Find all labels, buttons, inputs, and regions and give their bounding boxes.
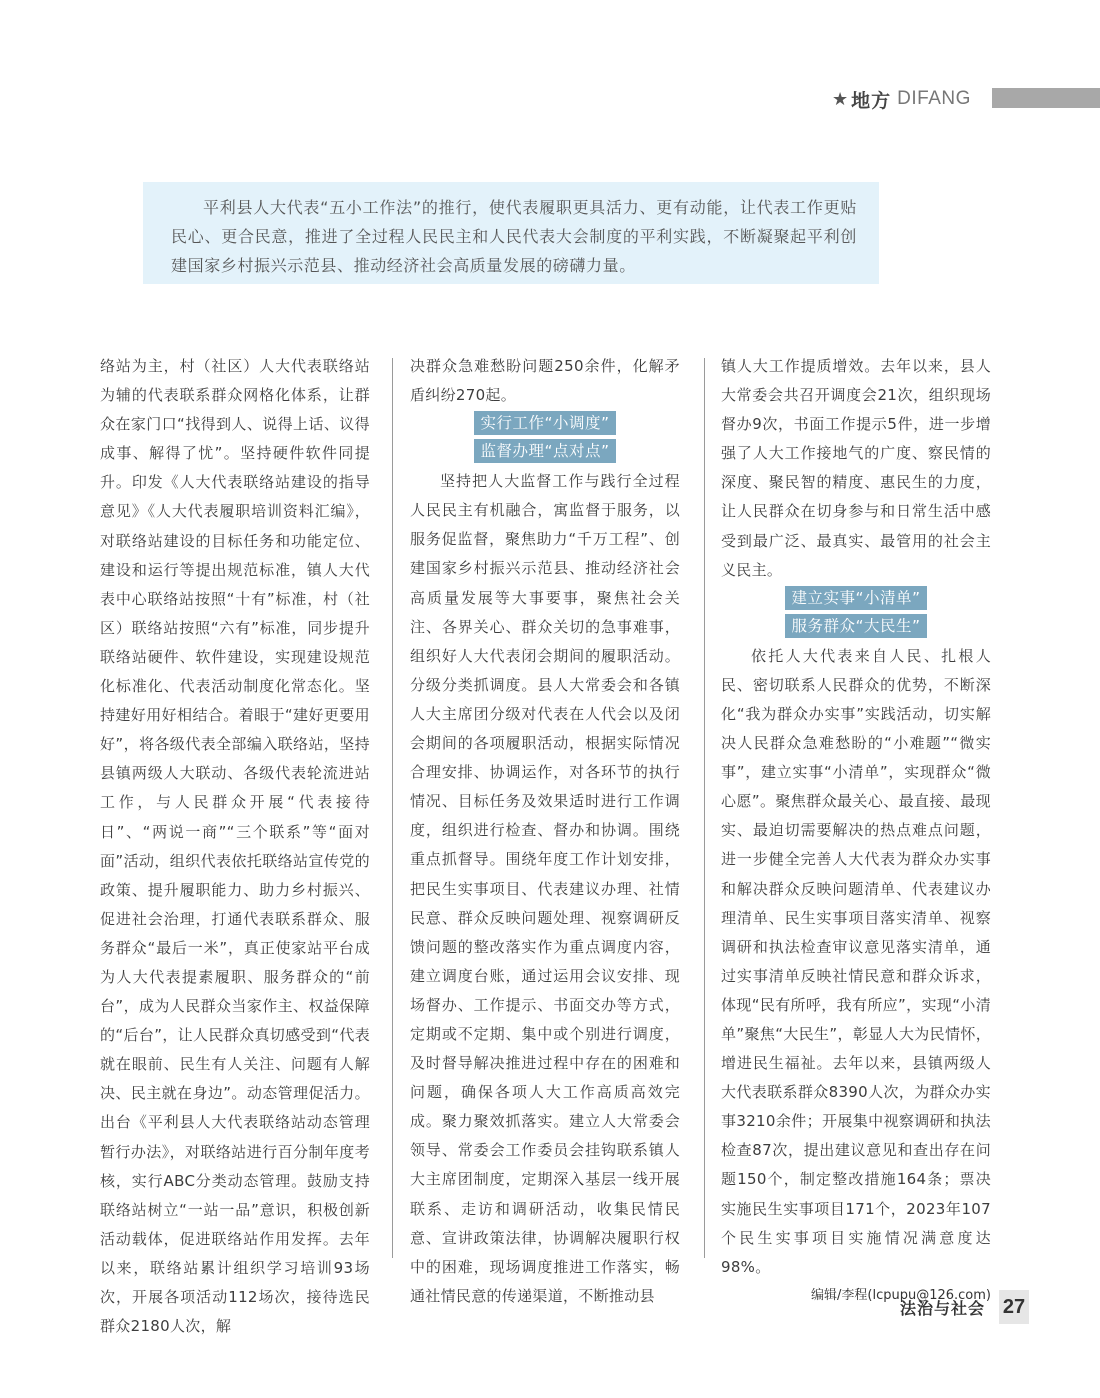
subheading — [721, 614, 991, 641]
paragraph: 依托人大代表来自人民、扎根人民、密切联系人民群众的优势，不断深化“我为群众办实事”实践活动，切实解决人民群众急难愁盼的“小难题”“微实事”，建立实事“小清单”，实现群众“微心愿”。聚焦群众最关心、最直接、最现实、最迫切需要解决的热点难点问题，进一步健全完善人大代表为群众办实事和解决群众反映问题清单、代表建议办理清单、民生实事项目落实清单、视察调研和执法检查审议意见落实清单，通过实事清单反映社情民意和群众诉求，体现“民有所呼，我有所应”，实现“小清单”聚焦“大民生”，彰显人大为民情怀，增进民生福祉。去年以来，县镇两级人大代表联系群众8390人次，为群众办实事3210余件；开展集中视察调研和执法检查87次，提出建议意见和查出存在问题150个，制定整改措施164条；票决实施民生实事项目171个，2023年107个民生实事项目实施情况满意度达98%。 — [721, 646, 991, 1276]
subheading — [410, 439, 680, 466]
column-2 — [410, 352, 680, 1305]
abstract-box — [143, 182, 879, 284]
paragraph: 镇人大工作提质增效。去年以来，县人大常委会共召开调度会21次，组织现场督办9次，书面工作提示5件，进一步增强了人大工作接地气的广度、察民情的深度、聚民智的精度、惠民生的力度，让人民群众在切身参与和日常生活中感受到最广泛、最真实、最管用的社会主义民主。 — [721, 357, 991, 579]
header-bar — [992, 88, 1100, 108]
subheading-line-1: 实行工作“小调度” — [474, 411, 615, 435]
page-number: 27 — [999, 1290, 1029, 1324]
magazine-name: 法治与社会 — [900, 1298, 986, 1318]
paragraph: 坚持把人大监督工作与践行全过程人民民主有机融合，寓监督于服务，以服务促监督，聚焦助力“千万工程”、创建国家乡村振兴示范县、推动经济社会高质量发展等大事要事，聚焦社会关注、各界关心、群众关切的急事难事，组织好人大代表闭会期间的履职活动。分级分类抓调度。县人大常委会和各镇人大主席团分级对代表在人代会以及闭会期间的各项履职活动，根据实际情况合理安排、协调运作，对各环节的执行情况、目标任务及效果适时进行工作调度，组织进行检查、督办和协调。围绕重点抓督导。围绕年度工作计划安排，把民生实事项目、代表建议办理、社情民意、群众反映问题处理、视察调研反馈问题的整改落实作为重点调度内容，建立调度台账，通过运用会议安排、现场督办、工作提示、书面交办等方式，定期或不定期、集中或个别进行调度，及时督导解决推进过程中存在的困难和问题，确保各项人大工作高质高效完成。聚力聚效抓落实。建立人大常委会领导、常委会工作委员会挂钩联系镇人大主席团制度，定期深入基层一线开展联系、走访和调研活动，收集民情民意、宣讲政策法律，协调解决履职行权中的困难，现场调度推进工作落实，畅通社情民意的传递渠道，不断推动县 — [410, 472, 680, 1305]
section-title-pinyin: DIFANG — [897, 88, 971, 109]
column-1 — [100, 352, 370, 1336]
star-icon: ★ — [832, 88, 849, 110]
subheading-line-1: 建立实事“小清单” — [785, 586, 926, 610]
subheading — [410, 411, 680, 438]
subheading-line-2: 服务群众“大民生” — [785, 614, 926, 638]
column-3 — [721, 352, 991, 1303]
section-header — [832, 86, 971, 112]
page-footer — [900, 1290, 1029, 1324]
section-title: 地方 — [851, 89, 892, 112]
paragraph: 络站为主，村（社区）人大代表联络站为辅的代表联系群众网格化体系，让群众在家门口“找得到人、说得上话、议得成事、解得了忧”。坚持硬件软件同提升。印发《人大代表联络站建设的指导意见》《人大代表履职培训资料汇编》，对联络站建设的目标任务和功能定位、建设和运行等提出规范标准，镇人大代表中心联络站按照“十有”标准，村（社区）联络站按照“六有”标准，同步提升联络站硬件、软件建设，实现建设规范化标准化、代表活动制度化常态化。坚持建好用好相结合。着眼于“建好更要用好”，将各级代表全部编入联络站，坚持县镇两级人大联动、各级代表轮流进站工作，与人民群众开展“代表接待日”、“两说一商”“三个联系”等“面对面”活动，组织代表依托联络站宣传党的政策、提升履职能力、助力乡村振兴、促进社会治理，打通代表联系群众、服务群众“最后一米”，真正使家站平台成为人大代表提素履职、服务群众的“前台”，成为人民群众当家作主、权益保障的“后台”，让人民群众真切感受到“代表就在眼前、民生有人关注、问题有人解决、民主就在身边”。动态管理促活力。出台《平利县人大代表联络站动态管理暂行办法》，对联络站进行百分制年度考核，实行ABC分类动态管理。鼓励支持联络站树立“一站一品”意识，积极创新活动载体，促进联络站作用发挥。去年以来，联络站累计组织学习培训93场次，开展各项活动112场次，接待选民群众2180人次，解 — [100, 357, 370, 1336]
editor-credit: 编辑/李程(lcpupu@126.com) — [811, 1287, 991, 1303]
paragraph: 决群众急难愁盼问题250余件，化解矛盾纠纷270起。 — [410, 357, 680, 405]
subheading-line-2: 监督办理“点对点” — [474, 439, 615, 463]
column-divider — [392, 358, 393, 1258]
column-divider — [704, 358, 705, 1258]
subheading — [721, 586, 991, 613]
abstract-text: 平利县人大代表“五小工作法”的推行，使代表履职更具活力、更有动能，让代表工作更贴民心、更合民意，推进了全过程人民民主和人民代表大会制度的平利实践，不断凝聚起平利创建国家乡村振兴示范县、推动经济社会高质量发展的磅礴力量。 — [171, 198, 857, 275]
